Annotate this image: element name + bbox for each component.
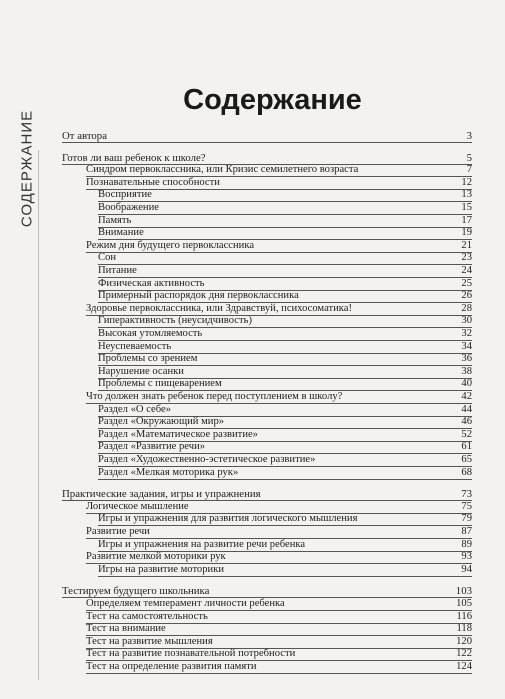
toc-entry-rule [62, 142, 472, 143]
toc-entry [86, 551, 472, 564]
toc-entry [98, 366, 472, 379]
toc-entry-title: Раздел «О себе» [98, 403, 171, 415]
toc-entry-title: Тест на развитие познавательной потребности [86, 648, 296, 660]
toc-entry-page: 105 [456, 598, 472, 609]
toc-entry-page: 103 [455, 585, 472, 598]
toc-entry-title: Синдром первоклассника, или Кризис семилетнего возраста [86, 164, 359, 176]
toc-entry [98, 441, 472, 454]
toc-entry-title: Физическая активность [98, 277, 205, 289]
toc-entry-title: Воображение [98, 202, 159, 213]
toc-entry-title: Раздел «Развитие речи» [98, 441, 206, 453]
toc-entry-rule [86, 673, 472, 674]
toc-entry [98, 429, 472, 442]
toc-entry-title: Тест на внимание [86, 623, 166, 635]
toc-entry-title: Раздел «Художественно-эстетическое развитие» [98, 454, 316, 465]
toc-entry-page: 12 [461, 176, 472, 188]
toc-entry-title: Проблемы со зрением [98, 353, 198, 365]
toc-entry-page: 87 [461, 526, 472, 537]
toc-entry-title: Питание [98, 265, 137, 276]
toc-entry [86, 164, 472, 177]
toc-entry-title: Познавательные способности [86, 176, 220, 188]
toc-entry-title: Развитие речи [86, 526, 150, 537]
toc-entry [62, 488, 472, 501]
toc-entry [98, 290, 472, 303]
toc-entry-title: Практические задания, игры и упражнения [62, 488, 261, 501]
toc-entry-title: Готов ли ваш ребенок к школе? [62, 151, 206, 164]
toc-entry-title: Восприятие [98, 189, 152, 201]
toc-entry-title: Проблемы с пищеварением [98, 378, 222, 390]
toc-entry-page: 42 [461, 391, 472, 402]
toc-entry-page: 26 [461, 290, 472, 302]
toc-entry [98, 513, 472, 526]
page-title: Содержание [183, 84, 362, 116]
toc-entry [98, 215, 472, 228]
toc-entry-page: 73 [461, 488, 472, 501]
toc-entry [86, 303, 472, 316]
toc-entry [86, 391, 472, 404]
toc-entry-title: Раздел «Мелкая моторика рук» [98, 466, 239, 478]
toc-entry [62, 585, 472, 598]
toc-entry [86, 611, 472, 624]
toc-entry-page: 46 [461, 416, 472, 428]
toc-entry-page: 124 [456, 661, 472, 672]
toc-entry-page: 116 [456, 610, 472, 622]
toc-entry-page: 17 [461, 214, 472, 226]
toc-entry-title: Логическое мышление [86, 500, 189, 512]
toc-entry [86, 648, 472, 661]
toc-entry [98, 564, 472, 577]
toc-entry-page: 5 [466, 151, 472, 164]
toc-entry [62, 130, 472, 143]
toc-entry-page: 89 [461, 538, 472, 550]
toc-entry [86, 501, 472, 514]
toc-entry-page: 25 [461, 277, 472, 289]
toc-entry [98, 353, 472, 366]
toc-entry-title: Примерный распорядок дня первоклассника [98, 290, 299, 302]
toc-entry-page: 38 [461, 365, 472, 377]
toc-entry [86, 177, 472, 190]
toc-entry-title: Высокая утомляемость [98, 328, 203, 339]
toc-entry-title: Определяем темперамент личности ребенка [86, 598, 285, 609]
toc-entry [98, 467, 472, 480]
toc-entry-title: Тестируем будущего школьника [62, 585, 210, 598]
toc-entry-title: Игры на развитие моторики [98, 563, 225, 575]
toc-entry [98, 378, 472, 391]
toc-entry [98, 416, 472, 429]
toc-entry [98, 539, 472, 552]
toc-entry-page: 36 [461, 353, 472, 365]
toc-entry-page: 3 [466, 130, 472, 142]
toc-entry-rule [98, 576, 472, 577]
toc-entry-title: Игры и упражнения для развития логического мышления [98, 513, 358, 525]
toc-entry-page: 44 [461, 403, 472, 415]
toc-entry [98, 454, 472, 467]
toc-entry-page: 13 [461, 189, 472, 201]
toc-entry-title: Неуспеваемость [98, 340, 172, 352]
toc-entry-page: 52 [461, 428, 472, 440]
toc-entry [86, 623, 472, 636]
toc-entry-title: Гиперактивность (неусидчивость) [98, 315, 252, 327]
toc-entry [86, 636, 472, 649]
toc-entry-page: 19 [461, 227, 472, 239]
toc-entry-title: Режим дня будущего первоклассника [86, 239, 255, 251]
toc-entry-title: Раздел «Математическое развитие» [98, 428, 258, 440]
toc-entry [98, 315, 472, 328]
toc-entry [98, 189, 472, 202]
toc-entry-page: 21 [461, 239, 472, 251]
toc-entry-title: Тест на самостоятельность [86, 610, 208, 622]
toc-entry-page: 7 [466, 164, 472, 176]
toc-entry-page: 118 [456, 623, 472, 635]
toc-entry-title: Раздел «Окружающий мир» [98, 416, 225, 428]
toc-entry-page: 40 [461, 378, 472, 390]
toc-entry-rule [98, 479, 472, 480]
toc-entry [98, 341, 472, 354]
toc-entry [98, 278, 472, 291]
toc-entry-page: 122 [456, 648, 472, 660]
toc-entry-title: Что должен знать ребенок перед поступлением в школу? [86, 391, 343, 402]
toc-entry-page: 94 [461, 563, 472, 575]
toc-entry [86, 240, 472, 253]
toc-entry [98, 404, 472, 417]
toc-entry [86, 598, 472, 611]
toc-entry [86, 526, 472, 539]
toc-entry-title: Тест на определение развития памяти [86, 661, 257, 672]
toc-entry [98, 265, 472, 278]
toc-entry [62, 152, 472, 165]
toc-entry-page: 68 [461, 466, 472, 478]
toc-entry-title: Тест на развитие мышления [86, 635, 213, 647]
toc-entry-title: Игры и упражнения на развитие речи ребенка [98, 538, 306, 550]
toc-entry-page: 32 [461, 328, 472, 339]
toc-entry-page: 79 [461, 513, 472, 525]
toc-entry [86, 661, 472, 674]
toc-entry-title: Развитие мелкой моторики рук [86, 551, 226, 563]
toc-entry [98, 328, 472, 341]
toc-entry-page: 24 [461, 265, 472, 276]
toc-entry-title: Внимание [98, 227, 144, 239]
toc-entry-page: 75 [461, 500, 472, 512]
toc-entry [98, 202, 472, 215]
toc-entry-page: 65 [461, 454, 472, 465]
toc-entry-page: 61 [461, 441, 472, 453]
toc-entry-page: 93 [461, 551, 472, 563]
toc-entry [98, 227, 472, 240]
sidebar-label: СОДЕРЖАНИЕ [18, 109, 36, 228]
toc-entry-title: От автора [62, 130, 108, 142]
toc-entry-page: 23 [461, 252, 472, 264]
toc-entry-title: Сон [98, 252, 117, 264]
toc-entry-page: 28 [461, 302, 472, 314]
toc-entry-title: Память [98, 214, 132, 226]
toc-entry-title: Здоровье первоклассника, или Здравствуй, психосоматика! [86, 302, 353, 314]
toc-entry-page: 34 [461, 340, 472, 352]
toc-entry-page: 120 [456, 635, 472, 647]
toc-entry-page: 30 [461, 315, 472, 327]
toc-entry [98, 252, 472, 265]
toc-entry-title: Нарушение осанки [98, 365, 184, 377]
toc-entry-page: 15 [461, 202, 472, 213]
